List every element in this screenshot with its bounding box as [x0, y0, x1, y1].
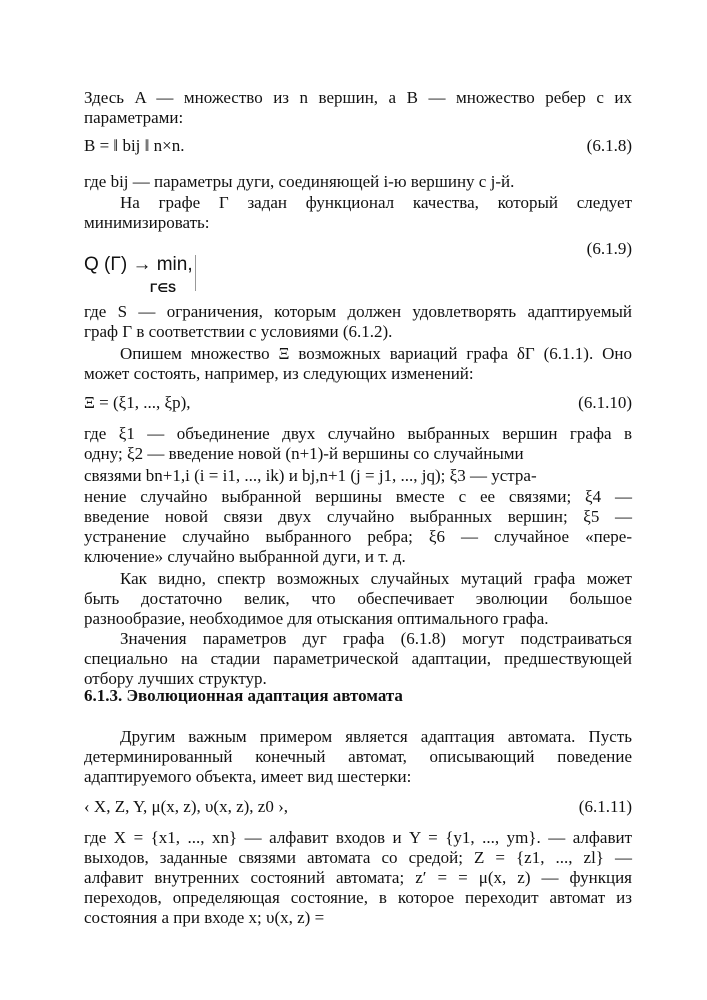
equation-expression: ‹ X, Z, Y, μ(x, z), υ(x, z), z0 ›, — [84, 797, 288, 816]
text-line: где bij — параметры дуги, соединяющей i-ю вершину с j-й. — [84, 172, 515, 191]
text-line: нение случайно выбранной вершины вместе с ее связями; ξ4 — — [84, 487, 632, 506]
paragraph-spectrum — [84, 569, 632, 589]
text-line: устранение случайно выбранного ребра; ξ6 — случайное «пере- — [84, 527, 632, 546]
paragraph-intro — [84, 88, 632, 108]
paragraph-variations-end — [84, 364, 632, 384]
paragraph-spectrum-end — [84, 609, 632, 629]
text-line: На графе Γ задан функционал качества, который следует — [120, 193, 632, 212]
text-line: состояния a при входе x; υ(x, z) = — [84, 908, 325, 927]
text-line: может состоять, например, из следующих изменений: — [84, 364, 474, 383]
paragraph-automaton-end — [84, 767, 632, 787]
equation-expression: Ξ = (ξ1, ..., ξp), — [84, 393, 191, 412]
text-line: где ξ1 — объединение двух случайно выбранных вершин графа в — [84, 424, 632, 443]
text-line: специально на стадии параметрической адаптации, предшествующей — [84, 649, 632, 668]
equation-6-1-10 — [84, 393, 632, 415]
equation-6-1-9 — [84, 239, 632, 295]
paragraph-parameters — [84, 629, 632, 649]
section-heading: 6.1.3. Эволюционная адаптация автомата — [84, 686, 403, 705]
text-line: Здесь A — множество из n вершин, а B — множество ребер с их — [84, 88, 632, 107]
paragraph-variations — [84, 344, 632, 364]
text-line: минимизировать: — [84, 213, 210, 232]
text-line: алфавит внутренних состояний автомата; z′ = = μ(x, z) — функция — [84, 868, 632, 887]
paragraph-spectrum-line2 — [84, 589, 632, 609]
text-line: граф Γ в соответствии с условиями (6.1.2). — [84, 322, 393, 341]
equation-number: (6.1.8) — [586, 136, 632, 155]
paragraph-functional — [84, 193, 632, 213]
text-line: адаптируемого объекта, имеет вид шестерки: — [84, 767, 412, 786]
text-line: Другим важным примером является адаптация автомата. Пусть — [120, 727, 632, 746]
equation-number: (6.1.11) — [578, 797, 632, 816]
paragraph-automaton — [84, 727, 632, 747]
paragraph-mutations-line2 — [84, 444, 632, 464]
paragraph-alphabets-line2 — [84, 848, 632, 868]
paragraph-mutations-line4 — [84, 487, 632, 507]
equation-expression-box — [84, 254, 196, 295]
text-line: Значения параметров дуг графа (6.1.8) могут подстраиваться — [120, 629, 632, 648]
paragraph-mutations — [84, 424, 632, 444]
paragraph-parameters-line2 — [84, 649, 632, 669]
paragraph-mutations-line6 — [84, 527, 632, 547]
text-line: связями bn+1,i (i = i1, ..., ik) и bj,n+1 (j = j1, ..., jq); ξ3 — устра- — [84, 466, 537, 485]
equation-6-1-11 — [84, 797, 632, 819]
text-line: параметрами: — [84, 108, 184, 127]
paragraph-constraints-end — [84, 322, 632, 342]
text-line: одну; ξ2 — введение новой (n+1)-й вершины со случайными — [84, 444, 524, 463]
text-line: разнообразие, необходимое для отыскания оптимального графа. — [84, 609, 549, 628]
equation-6-1-8 — [84, 136, 632, 158]
paragraph-mutations-end — [84, 547, 632, 567]
text-line: переходов, определяющая состояние, в которое переходит автомат из — [84, 888, 632, 907]
text-line: отбору лучших структур. — [84, 669, 267, 688]
text-line: быть достаточно велик, что обеспечивает эволюции большое — [84, 589, 632, 608]
paragraph-intro-end — [84, 108, 632, 128]
paragraph-mutations-line5 — [84, 507, 632, 527]
paragraph-mutations-line3 — [84, 466, 632, 486]
equation-number: (6.1.10) — [578, 393, 632, 412]
paragraph-constraints — [84, 302, 632, 322]
paragraph-alphabets-line4 — [84, 888, 632, 908]
text-line: где S — ограничения, которым должен удовлетворять адаптируемый — [84, 302, 632, 321]
text-line: Как видно, спектр возможных случайных мутаций графа может — [120, 569, 632, 588]
equation-expression: B = ‖ bij ‖ n×n. — [84, 136, 185, 155]
paragraph-alphabets — [84, 828, 632, 848]
paragraph-alphabets-line3 — [84, 868, 632, 888]
text-line: Опишем множество Ξ возможных вариаций графа δΓ (6.1.1). Оно — [120, 344, 632, 363]
equation-number: (6.1.9) — [586, 239, 632, 258]
paragraph-functional-end — [84, 213, 632, 233]
text-line: ключение» случайно выбранной дуги, и т. д. — [84, 547, 406, 566]
text-line: введение новой связи двух случайно выбранных вершин; ξ5 — — [84, 507, 632, 526]
text-line: где X = {x1, ..., xn} — алфавит входов и Y = {y1, ..., ym}. — алфавит — [84, 828, 632, 847]
paragraph-automaton-line2 — [84, 747, 632, 767]
equation-subscript: Γ∈S — [150, 281, 176, 295]
text-line: детерминированный конечный автомат, описывающий поведение — [84, 747, 632, 766]
paragraph-alphabets-end — [84, 908, 632, 928]
equation-expression: Q (Γ) → min, — [84, 254, 193, 275]
paragraph-bij — [84, 172, 632, 192]
text-line: выходов, заданные связями автомата со средой; Z = {z1, ..., zl} — — [84, 848, 632, 867]
